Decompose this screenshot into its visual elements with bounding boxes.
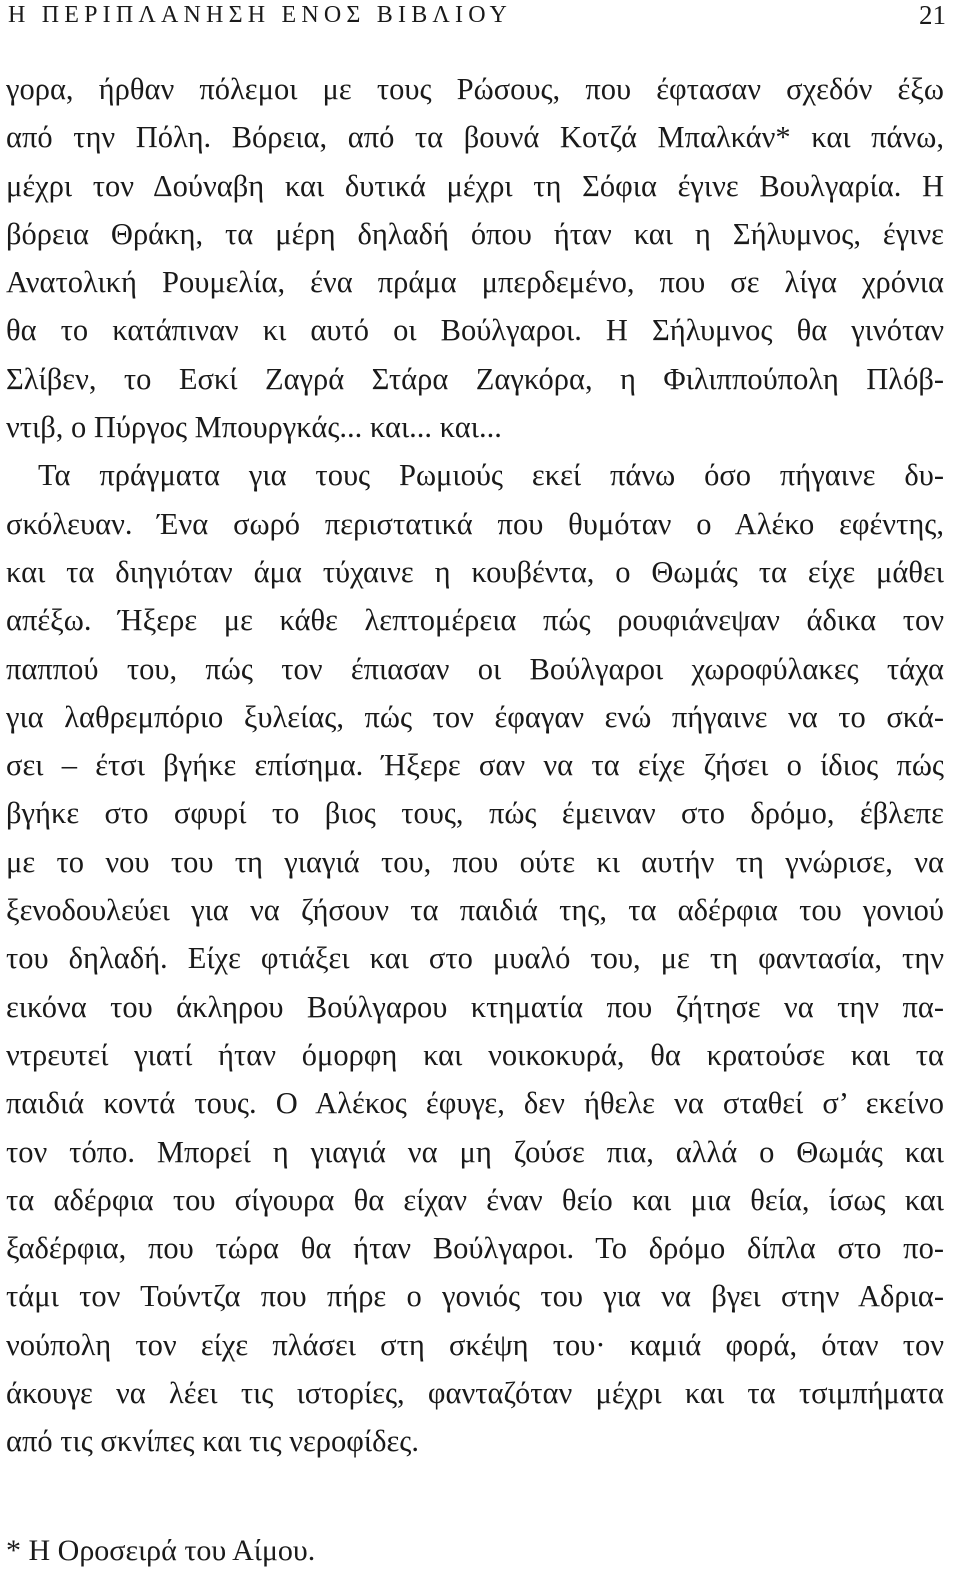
text-line: Σλίβεν, το Εσκί Ζαγρά Στάρα Ζαγκόρα, η Φιλιππούπολη Πλόβ- xyxy=(6,361,944,396)
text-line: θα το κατάπιναν κι αυτό οι Βούλγαροι. Η Σήλυμνος θα γινόταν xyxy=(6,313,944,348)
text-line: παππού του, πώς τον έπιασαν οι Βούλγαροι χωροφύλακες τάχα xyxy=(6,651,944,686)
text-line: και τα διηγιόταν άμα τύχαινε η κουβέντα, ο Θωμάς τα είχε μάθει xyxy=(6,554,944,589)
text-line: ξενοδουλεύει για να ζήσουν τα παιδιά της, τα αδέρφια του γονιού xyxy=(6,893,944,928)
text-line: από την Πόλη. Βόρεια, από τα βουνά Κοτζά Μπαλκάν* και πάνω, xyxy=(6,120,944,155)
text-line: για λαθρεμπόριο ξυλείας, πώς τον έφαγαν ενώ πήγαινε να το σκά- xyxy=(6,699,944,734)
text-line: σκόλευαν. Ένα σωρό περιστατικά που θυμόταν ο Αλέκο εφέντης, xyxy=(6,506,944,541)
text-line: εικόνα του άκληρου Βούλγαρου κτηματία που ζήτησε να την πα- xyxy=(6,989,944,1024)
text-line: βγήκε στο σφυρί το βιος τους, πώς έμειναν στο δρόμο, έβλεπε xyxy=(6,796,944,831)
text-line: ξαδέρφια, που τώρα θα ήταν Βούλγαροι. Το δρόμο δίπλα στο πο- xyxy=(6,1231,944,1266)
text-line: απέξω. Ήξερε με κάθε λεπτομέρεια πώς ρουφιάνεψαν άδικα τον xyxy=(6,603,944,638)
text-line: παιδιά κοντά τους. Ο Αλέκος έφυγε, δεν ήθελε να σταθεί σ’ εκείνο xyxy=(6,1086,944,1121)
text-line: τάμι τον Τούντζα που πήρε ο γονιός του για να βγει στην Αδρια- xyxy=(6,1279,944,1314)
text-line: Ανατολική Ρουμελία, ένα πράμα μπερδεμένο, που σε λίγα χρόνια xyxy=(6,265,944,300)
text-line: ντρευτεί γιατί ήταν όμορφη και νοικοκυρά, θα κρατούσε και τα xyxy=(6,1037,944,1072)
footnote: * Η Οροσειρά του Αίμου. xyxy=(6,1534,316,1567)
text-line: σει – έτσι βγήκε επίσημα. Ήξερε σαν να τα είχε ζήσει ο ίδιος πώς xyxy=(6,748,944,783)
text-line: τον τόπο. Μπορεί η γιαγιά να μη ζούσε πια, αλλά ο Θωμάς και xyxy=(6,1134,944,1169)
paragraph-first-line: Τα πράγματα για τους Ρωμιούς εκεί πάνω όσο πήγαινε δυ- xyxy=(38,458,944,493)
text-line: άκουγε να λέει τις ιστορίες, φανταζόταν μέχρι και τα τσιμπήματα xyxy=(6,1376,944,1411)
text-line: βόρεια Θράκη, τα μέρη δηλαδή όπου ήταν και η Σήλυμνος, έγινε xyxy=(6,216,944,251)
text-line: νούπολη τον είχε πλάσει στη σκέψη του· καμιά φορά, όταν τον xyxy=(6,1327,944,1362)
text-line: μέχρι τον Δούναβη και δυτικά μέχρι τη Σόφια έγινε Βουλγαρία. Η xyxy=(6,168,944,203)
text-line: με το νου του τη γιαγιά του, που ούτε κι αυτήν τη γνώρισε, να xyxy=(6,844,944,879)
paragraph-end-line: από τις σκνίπες και τις νεροφίδες. xyxy=(6,1424,419,1459)
running-header xyxy=(8,0,946,40)
running-title: Η ΠΕΡΙΠΛΑΝΗΣΗ ΕΝΟΣ ΒΙΒΛΙΟΥ xyxy=(8,2,513,28)
text-line: του δηλαδή. Είχε φτιάξει και στο μυαλό του, με τη φαντασία, την xyxy=(6,941,944,976)
paragraph-end-line: ντιβ, ο Πύργος Μπουργκάς... και... και... xyxy=(6,410,502,445)
page-number: 21 xyxy=(919,0,946,30)
text-line: τα αδέρφια του σίγουρα θα είχαν έναν θείο και μια θεία, ίσως και xyxy=(6,1182,944,1217)
body-text xyxy=(6,65,944,1466)
text-line: γορα, ήρθαν πόλεμοι με τους Ρώσους, που έφτασαν σχεδόν έξω xyxy=(6,72,944,106)
